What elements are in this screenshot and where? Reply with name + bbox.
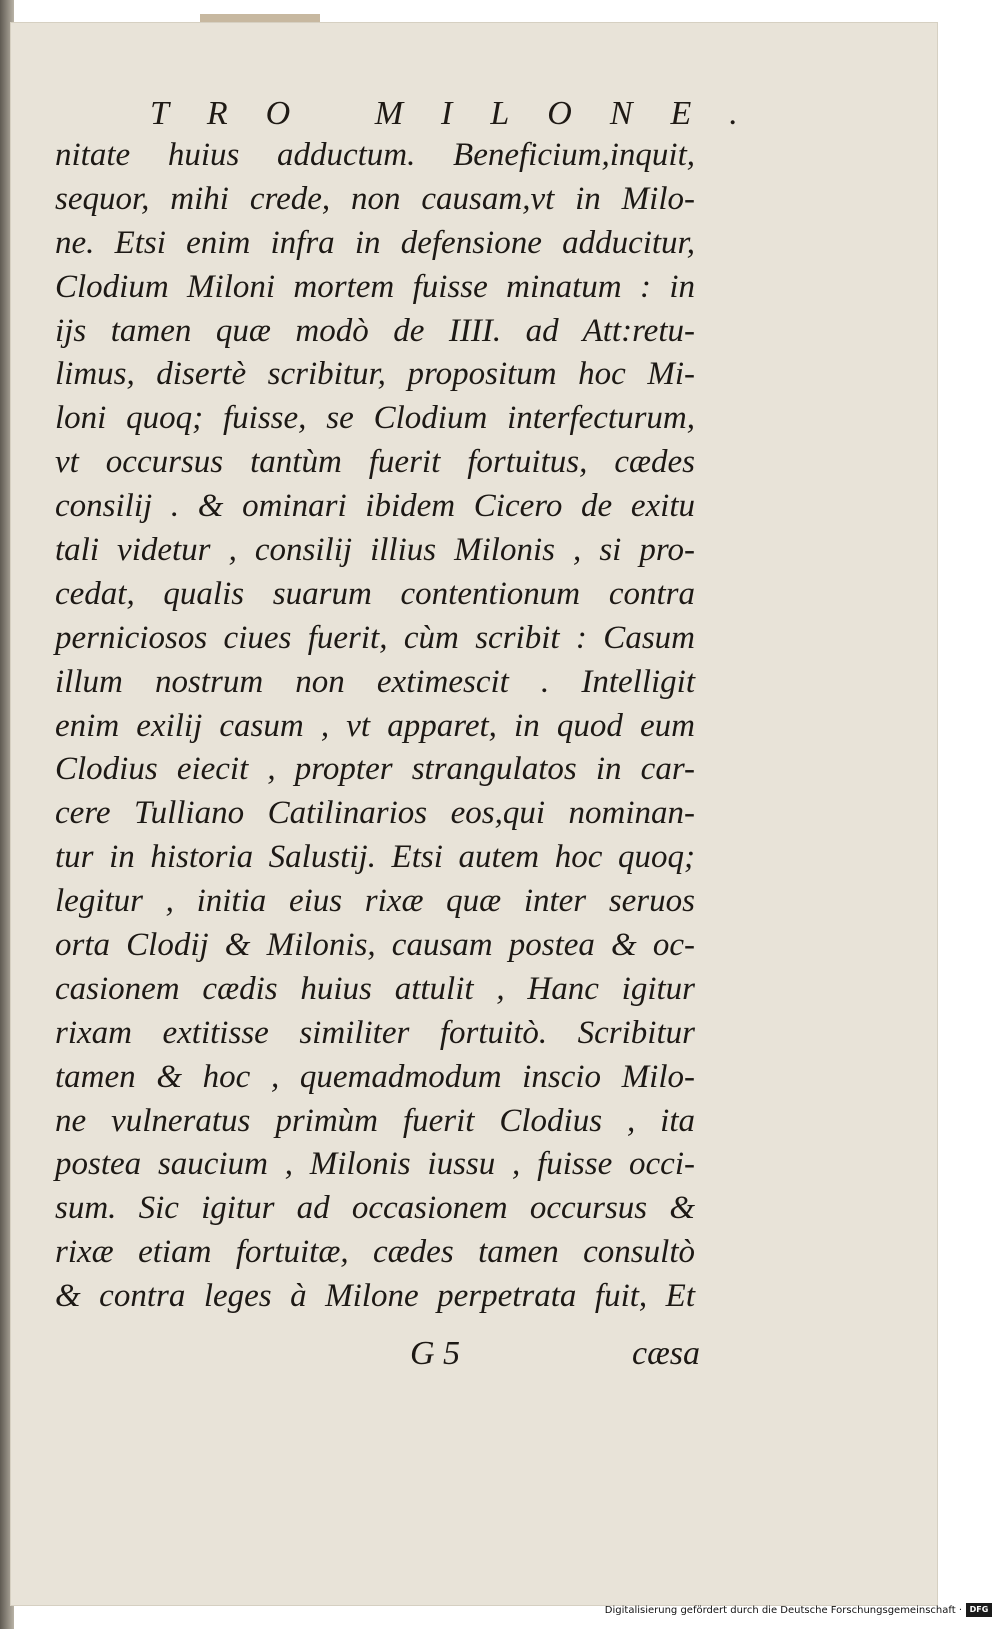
text-line: ne. Etsi enim infra in defensione adducitur, xyxy=(55,224,695,261)
text-line: loni quoq; fuisse, se Clodium interfecturum, xyxy=(55,400,695,437)
text-line: sum. Sic igitur ad occasionem occursus & xyxy=(55,1190,695,1227)
text-line: Clodius eiecit , propter strangulatos in car- xyxy=(55,751,695,788)
text-line: illum nostrum non extimescit . Intelligit xyxy=(55,663,695,700)
text-line: ne vulneratus primùm fuerit Clodius , ita xyxy=(55,1102,695,1139)
footer-credit: Digitalisierung gefördert durch die Deutsche Forschungsgemeinschaft · xyxy=(604,1605,962,1616)
signature-mark: G 5 xyxy=(410,1335,461,1372)
catchword: cæsa xyxy=(632,1335,700,1372)
text-line: cere Tulliano Catilinarios eos,qui nominan- xyxy=(55,795,695,832)
text-line: legitur , initia eius rixæ quæ inter seruos xyxy=(55,883,695,920)
text-line: tamen & hoc , quemadmodum inscio Milo- xyxy=(55,1058,695,1095)
text-line: rixam extitisse similiter fortuitò. Scribitur xyxy=(55,1014,695,1051)
text-line: postea saucium , Milonis iussu , fuisse occi- xyxy=(55,1146,695,1183)
dfg-logo: DFG xyxy=(966,1603,992,1617)
text-line: nitate huius adductum. Beneficium,inquit, xyxy=(55,137,695,173)
text-line: limus, disertè scribitur, propositum hoc Mi- xyxy=(55,356,695,393)
text-line: cedat, qualis suarum contentionum contra xyxy=(55,575,695,612)
text-line: perniciosos ciues fuerit, cùm scribit : Casum xyxy=(55,619,695,656)
text-line: tur in historia Salustij. Etsi autem hoc quoq; xyxy=(55,839,695,876)
text-line: consilij . & ominari ibidem Cicero de exitu xyxy=(55,488,695,525)
text-line: ijs tamen quæ modò de IIII. ad Att:retu- xyxy=(55,312,695,349)
text-line: casionem cædis huius attulit , Hanc igitur xyxy=(55,970,695,1007)
text-line: tali videtur , consilij illius Milonis , si pro- xyxy=(55,532,695,569)
text-line: Clodium Miloni mortem fuisse minatum : in xyxy=(55,268,695,305)
text-line: enim exilij casum , vt apparet, in quod eum xyxy=(55,707,695,744)
text-line: orta Clodij & Milonis, causam postea & oc- xyxy=(55,927,695,964)
text-line: vt occursus tantùm fuerit fortuitus, cædes xyxy=(55,444,695,481)
text-line: rixæ etiam fortuitæ, cædes tamen consultò xyxy=(55,1234,695,1271)
body-text xyxy=(55,134,695,1319)
text-line: & contra leges à Milone perpetrata fuit, Et xyxy=(55,1278,695,1315)
text-line: sequor, mihi crede, non causam,vt in Milo- xyxy=(55,180,695,217)
running-head: TRO MILONE. xyxy=(150,95,776,132)
signature-line xyxy=(410,1335,700,1375)
